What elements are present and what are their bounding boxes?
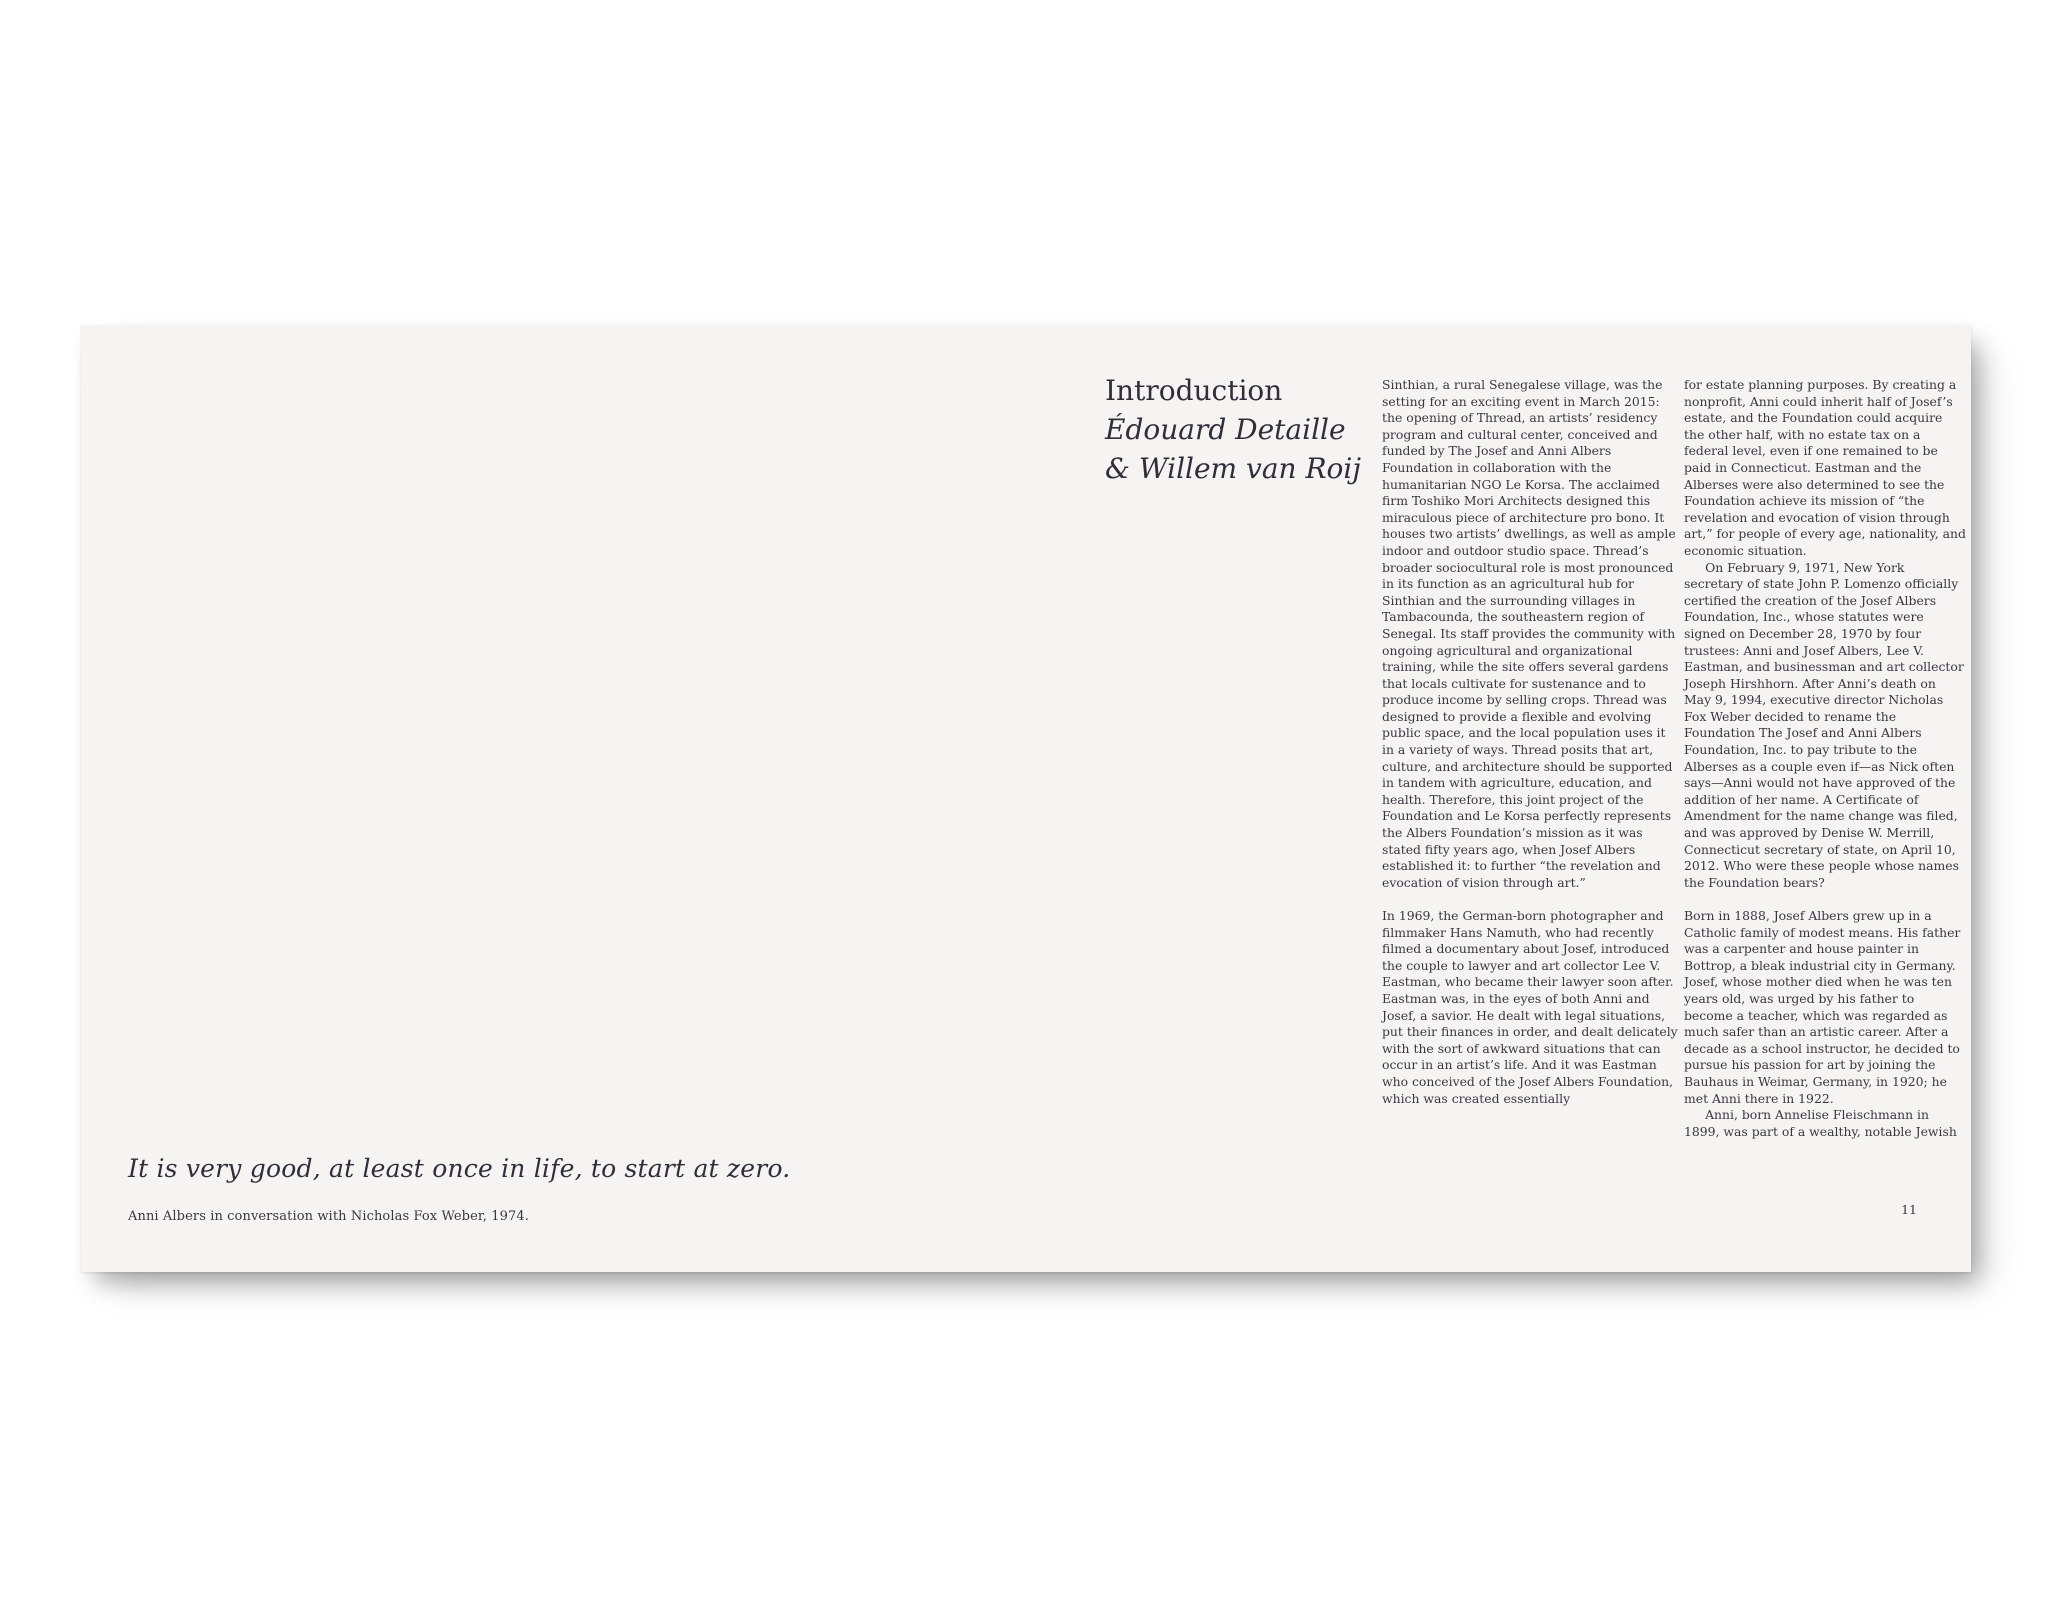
body-paragraph: Sinthian, a rural Senegalese village, was the setting for an exciting event in March 2015: the opening of Thread, an artists’ residency program and cultural center, conceived and funded by The Josef and Anni Albers Foundation in collaboration with the humanitarian NGO Le Korsa. The acclaimed firm Toshiko Mori Architects designed this miraculous piece of architecture pro bono. It houses two artists’ dwellings, as well as ample indoor and outdoor studio space. Thread’s broader sociocultural role is most pronounced in its function as an agricultural hub for Sinthian and the surrounding villages in Tambacounda, the southeastern region of Senegal. Its staff provides the community with ongoing agricultural and organizational training, while the site offers several gardens that locals cultivate for sustenance and to produce income by selling crops. Thread was designed to provide a flexible and evolving public space, and the local population uses it in a variety of ways. Thread posits that art, culture, and architecture should be supported in tandem with agriculture, education, and health. Therefore, this joint project of the Foundation and Le Korsa perfectly represents the Albers Foundation’s mission as it was stated fifty years ago, when Josef Albers established it: to further “the revelation and evocation of vision through art.” xyxy=(1382,377,1676,890)
text-column-1 xyxy=(1382,377,1678,1107)
author-line-2: & Willem van Roij xyxy=(1105,452,1362,485)
text-column-2 xyxy=(1684,377,1966,1140)
page-number: 11 xyxy=(1901,1202,1917,1217)
body-paragraph: Born in 1888, Josef Albers grew up in a Catholic family of modest means. His father was a carpenter and house painter in Bottrop, a bleak industrial city in Germany. Josef, whose mother died when he was ten years old, was urged by his father to become a teacher, which was regarded as much safer than an artistic career. After a decade as a school instructor, he decided to pursue his passion for art by joining the Bauhaus in Weimar, Germany, in 1920; he met Anni there in 1922. xyxy=(1684,908,1961,1106)
quote-attribution: Anni Albers in conversation with Nicholas Fox Weber, 1974. xyxy=(128,1209,529,1224)
author-line-1: Édouard Detaille xyxy=(1105,413,1346,446)
body-paragraph: for estate planning purposes. By creating a nonprofit, Anni could inherit half of Josef’s estate, and the Foundation could acquire the other half, with no estate tax on a federal level, even if one remained to be paid in Connecticut. Eastman and the Alberses were also determined to see the Foundation achieve its mission of “the revelation and evocation of vision through art,” for people of every age, nationality, and economic situation. xyxy=(1684,377,1966,558)
body-paragraph: On February 9, 1971, New York secretary of state John P. Lomenzo officially certified the creation of the Josef Albers Foundation, Inc., whose statutes were signed on December 28, 1970 by four trustees: Anni and Josef Albers, Lee V. Eastman, and businessman and art collector Joseph Hirshhorn. After Anni’s death on May 9, 1994, executive director Nicholas Fox Weber decided to rename the Foundation The Josef and Anni Albers Foundation, Inc. to pay tribute to the Alberses as a couple even if—as Nick often says—Anni would not have approved of the addition of her name. A Certificate of Amendment for the name change was filed, and was approved by Denise W. Merrill, Connecticut secretary of state, on April 10, 2012. Who were these people whose names the Foundation bears? xyxy=(1684,559,1964,890)
body-paragraph: In 1969, the German-born photographer and filmmaker Hans Namuth, who had recently filmed a documentary about Josef, introduced the couple to lawyer and art collector Lee V. Eastman, who became their lawyer soon after. Eastman was, in the eyes of both Anni and Josef, a savior. He dealt with legal situations, put their finances in order, and dealt delicately with the sort of awkward situations that can occur in an artist’s life. And it was Eastman who conceived of the Josef Albers Foundation, which was created essentially xyxy=(1382,908,1678,1106)
pull-quote: It is very good, at least once in life, to start at zero. xyxy=(128,1154,791,1183)
body-paragraph: Anni, born Annelise Fleischmann in 1899, was part of a wealthy, notable Jewish xyxy=(1684,1107,1957,1139)
book-spread xyxy=(81,325,1971,1272)
chapter-title: Introduction xyxy=(1105,374,1283,407)
chapter-heading xyxy=(1105,371,1361,488)
